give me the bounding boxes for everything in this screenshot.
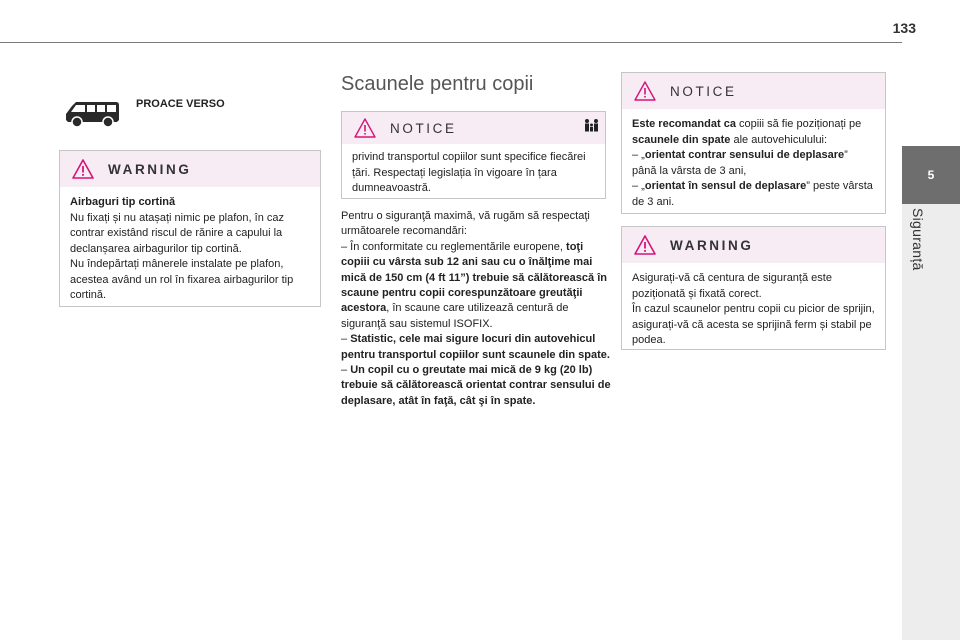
notice-title: NOTICE — [390, 120, 457, 136]
warning-header — [622, 227, 885, 263]
notice-intro: Este recomandat ca copiii să fie poziționați pe scaunele din spate ale autovehiculului: — [632, 118, 862, 146]
chapter-label: Siguranță — [910, 208, 926, 271]
notice-header — [342, 112, 605, 144]
warning-text-2: Nu îndepărtați mânerele instalate pe plafon, acestea având un rol în fixarea airbagurilor tip cortină. — [70, 258, 294, 301]
seating-notice — [621, 72, 886, 214]
notice-item-rear-facing: – „orientat contrar sensului de deplasare” până la vârsta de 3 ani, — [632, 149, 848, 177]
recommendation-item-3: – Un copil cu o greutate mai mică de 9 kg (20 lb) trebuie să călătorească orientat contrar sensului de deplasare, atât în faţă, cât şi în spate. — [341, 364, 611, 407]
warning-title: WARNING — [108, 161, 192, 177]
chapter-tab[interactable]: 5 — [902, 146, 960, 204]
recommendation-item-1: – În conformitate cu reglementările europene, toţi copiii cu vârsta sub 12 ani sau cu o înălţime mai mică de 150 cm (4 ft 11”) trebuie să călătorească în scaune pentru copii corespunzătoare greutăţii acestora, în scaune care utilizează centură de siguranţă sau sistemul ISOFIX. — [341, 240, 607, 330]
warning-triangle-icon — [72, 159, 94, 179]
header-divider — [0, 42, 902, 43]
notice-title: NOTICE — [670, 83, 737, 99]
family-icon — [583, 118, 601, 132]
seatbelt-warning — [621, 226, 886, 350]
warning-header — [60, 151, 320, 187]
warning-subtitle: Airbaguri tip cortină — [70, 196, 176, 208]
model-name: PROACE VERSO — [136, 98, 225, 110]
warning-text-1: Nu fixați și nu atașați nimic pe plafon, în caz contrar existând riscul de rănire a capului la declanșarea airbagurilor tip cortină. — [70, 211, 284, 255]
warning-text-2: În cazul scaunelor pentru copii cu picior de sprijin, asigurați-vă că acesta se sprijină ferm și stabil pe podea. — [632, 303, 875, 346]
page-number: 133 — [892, 20, 916, 36]
legislation-notice — [341, 111, 606, 199]
child-seat-recommendations — [341, 209, 611, 409]
notice-text: privind transportul copiilor sunt specifice fiecărei țări. Respectați legislația în vigoare în țara dumneavoastră. — [352, 151, 586, 194]
van-icon — [62, 98, 122, 130]
section-title: Scaunele pentru copii — [341, 73, 534, 95]
model-header — [62, 94, 302, 136]
recommendation-item-2: – Statistic, cele mai sigure locuri din autovehicul pentru transportul copiilor sunt scaunele din spate. — [341, 333, 610, 361]
warning-triangle-icon — [634, 235, 656, 255]
warning-triangle-icon — [354, 118, 376, 138]
warning-triangle-icon — [634, 81, 656, 101]
notice-item-forward-facing: – „orientat în sensul de deplasare” peste vârsta de 3 ani. — [632, 180, 873, 208]
warning-title: WARNING — [670, 237, 754, 253]
curtain-airbag-warning — [59, 150, 321, 307]
warning-text-1: Asigurați-vă că centura de siguranță este poziționată și fixată corect. — [632, 272, 832, 300]
notice-header — [622, 73, 885, 109]
intro-text: Pentru o siguranţă maximă, vă rugăm să respectaţi următoarele recomandări: — [341, 210, 590, 238]
